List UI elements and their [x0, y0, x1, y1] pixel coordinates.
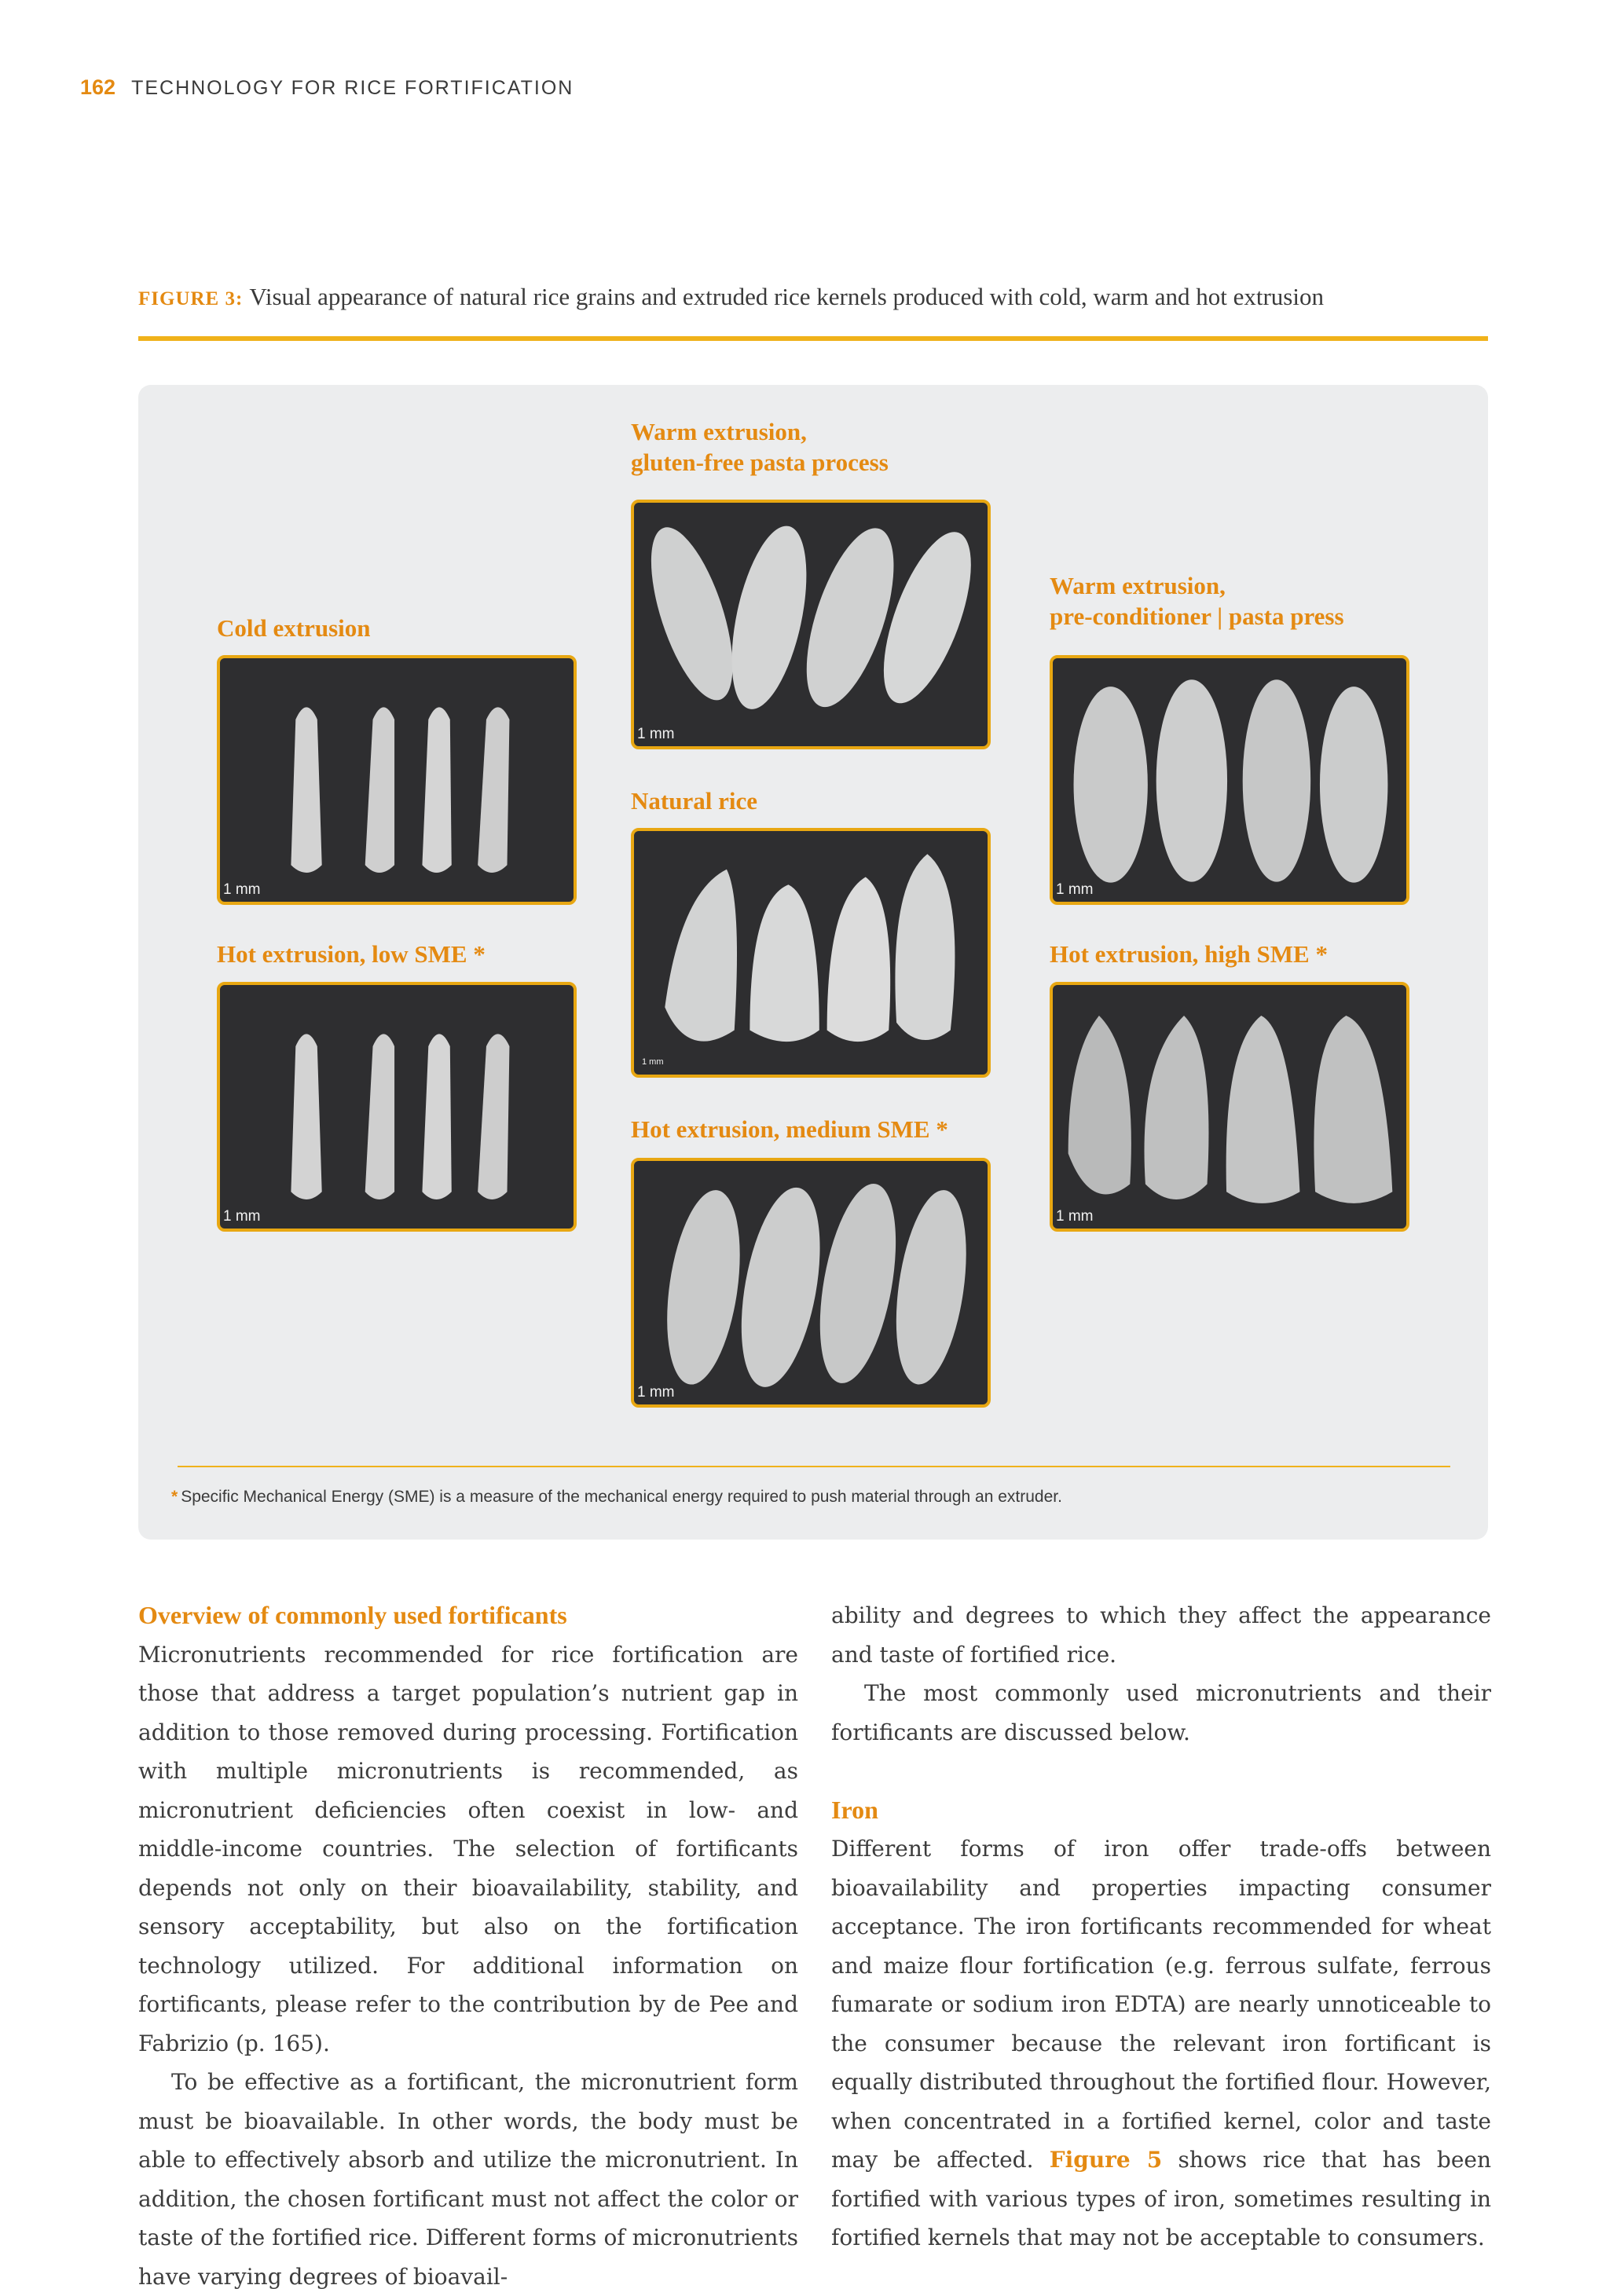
- paragraph-iron: [831, 1829, 1491, 2258]
- scale-bar-label: 1 mm: [1056, 881, 1094, 898]
- paragraph: The most commonly used micronutrients and their fortificants are discussed below.: [831, 1680, 1491, 1745]
- label-natural-rice: Natural rice: [631, 787, 757, 815]
- scale-bar-label: 1 mm: [642, 1057, 664, 1067]
- paragraph: Micronutrients recommended for rice fortification are those that address a target population’s nutrient gap in addition to those removed during processing. Fortification with multiple micronutrients is recommended, as micronutrient deficiencies often coexist in low- and middle-income countries. The selection of fortificants depends not only on their bioavailability, stability, and sensory acceptability, but also on the fortification technology utilized. For additional information on fortificants, please refer to the contribution by de Pee and Fabrizio (p. 165).: [138, 1641, 798, 2056]
- photo-hot-high-sme: [1050, 982, 1409, 1232]
- photo-hot-low-sme: [217, 982, 577, 1232]
- photo-warm-gluten-free: [631, 500, 991, 749]
- rice-kernels-image: [634, 1161, 988, 1404]
- figure-reference-link[interactable]: Figure 5: [1049, 2147, 1163, 2173]
- photo-cold-extrusion: [217, 655, 577, 905]
- paragraph-text: shows rice that has been fortified with various types of iron, sometimes resulting in fortified kernels that may not be acceptable to consumers.: [831, 2147, 1492, 2250]
- scale-bar-label: 1 mm: [637, 1384, 675, 1401]
- label-warm-preconditioner: Warm extrusion, pre-conditioner | pasta press: [1050, 572, 1344, 630]
- rice-kernels-image: [634, 503, 988, 746]
- scale-bar-label: 1 mm: [223, 881, 261, 898]
- footnote-marker: *: [171, 1488, 178, 1506]
- photo-hot-medium-sme: [631, 1158, 991, 1408]
- footnote-rule: [178, 1466, 1450, 1467]
- paragraph-spacer: [831, 1752, 1491, 1791]
- label-hot-medium-sme: Hot extrusion, medium SME *: [631, 1115, 948, 1143]
- rice-kernels-image: [1053, 658, 1406, 902]
- photo-warm-preconditioner: [1050, 655, 1409, 905]
- label-hot-high-sme: Hot extrusion, high SME *: [1050, 940, 1328, 968]
- page-number: 162: [80, 75, 116, 99]
- left-column: [138, 1596, 798, 2296]
- running-title: TECHNOLOGY FOR RICE FORTIFICATION: [131, 77, 574, 99]
- scale-bar-label: 1 mm: [223, 1208, 261, 1225]
- right-column: [831, 1596, 1491, 2258]
- label-cold-extrusion: Cold extrusion: [217, 614, 371, 642]
- paragraph-text: Different forms of iron offer trade-offs between bioavailability and properties impacting consumer acceptance. The iron fortificants recommended for wheat and maize flour fortification (e.g. ferrous sulfate, ferrous fumarate or sodium iron EDTA) are nearly unnoticeable to the consumer because the relevant iron fortificant is equally distributed throughout the fortified flour. However, when concentrated in a fortified kernel, color and taste may be affected.: [831, 1836, 1491, 2173]
- scale-bar-label: 1 mm: [637, 726, 675, 742]
- label-hot-low-sme: Hot extrusion, low SME *: [217, 940, 486, 968]
- photo-natural-rice: [631, 828, 991, 1078]
- figure-caption: [138, 283, 1490, 311]
- figure-footnote: [171, 1488, 1062, 1507]
- section-heading-iron: Iron: [831, 1795, 878, 1824]
- rice-kernels-image: [220, 658, 574, 902]
- figure-caption-text: Visual appearance of natural rice grains and extruded rice kernels produced with cold, warm and hot extrusion: [249, 283, 1324, 310]
- footnote-text: Specific Mechanical Energy (SME) is a measure of the mechanical energy required to push material through an extruder.: [181, 1488, 1062, 1506]
- figure-label: FIGURE 3:: [138, 288, 244, 309]
- paragraph: ability and degrees to which they affect the appearance and taste of fortified rice.: [831, 1602, 1491, 1668]
- section-heading-overview: Overview of commonly used fortificants: [138, 1601, 567, 1629]
- rice-kernels-image: [220, 985, 574, 1229]
- scale-bar-label: 1 mm: [1056, 1208, 1094, 1225]
- figure-caption-rule: [138, 336, 1488, 341]
- rice-kernels-image: [634, 831, 988, 1075]
- rice-kernels-image: [1053, 985, 1406, 1229]
- paragraph: To be effective as a fortificant, the micronutrient form must be bioavailable. In other words, the body must be able to effectively absorb and utilize the micronutrient. In addition, the chosen fortificant must not affect the color or taste of the fortified rice. Different forms of micronutrients have varying degrees of bioavail-: [138, 2069, 798, 2290]
- figure-panel: [138, 385, 1488, 1540]
- running-header: [80, 75, 574, 100]
- label-warm-gluten-free: Warm extrusion, gluten-free pasta process: [631, 418, 889, 476]
